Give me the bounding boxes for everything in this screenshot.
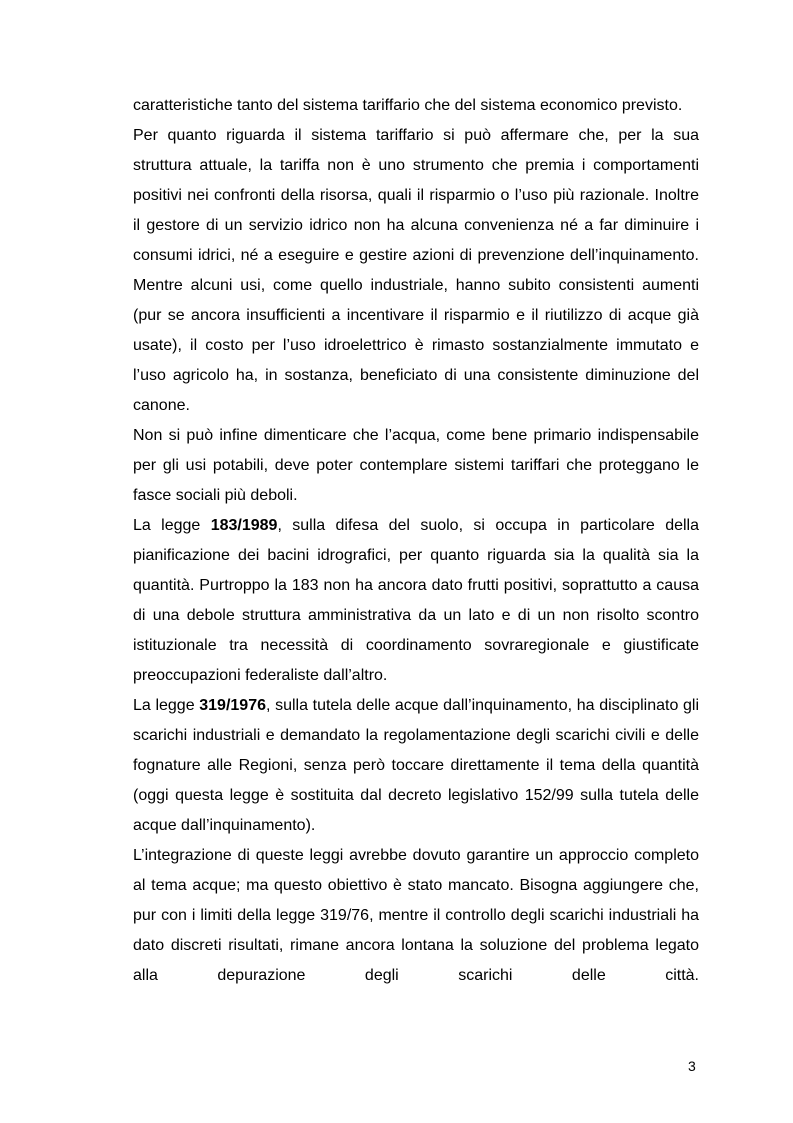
paragraph-text: , sulla difesa del suolo, si occupa in particolare della pianificazione dei bacini idrografici, per quanto riguarda sia la qualità sia la quantità. Purtroppo la 183 non ha ancora dato frutti positivi, soprattutto a causa di una debole struttura amministrativa da un lato e di un non risolto scontro istituzionale tra necessità di coordinamento sovraregionale e giustificate preoccupazioni federaliste dall’altro. xyxy=(133,517,699,684)
paragraph xyxy=(133,91,699,121)
paragraph xyxy=(133,421,699,511)
paragraph-text: , sulla tutela delle acque dall’inquinamento, ha disciplinato gli scarichi industriali e demandato la regolamentazione degli scarichi civili e delle fognature alle Regioni, senza però toccare direttamente il tema della quantità (oggi questa legge è sostituita dal decreto legislativo 152/99 sulla tutela delle acque dall’inquinamento). xyxy=(133,697,699,834)
paragraph xyxy=(133,841,699,991)
paragraph xyxy=(133,691,699,841)
page-number: 3 xyxy=(688,1058,696,1074)
paragraph-text: caratteristiche tanto del sistema tariffario che del sistema economico previsto. xyxy=(133,97,683,114)
paragraph xyxy=(133,121,699,421)
body-text xyxy=(133,91,699,991)
paragraph-text: Per quanto riguarda il sistema tariffario si può affermare che, per la sua struttura attuale, la tariffa non è uno strumento che premia i comportamenti positivi nei confronti della risorsa, quali il risparmio o l’uso più razionale. Inoltre il gestore di un servizio idrico non ha alcuna convenienza né a far diminuire i consumi idrici, né a eseguire e gestire azioni di prevenzione dell’inquinamento. Mentre alcuni usi, come quello industriale, hanno subito consistenti aumenti (pur se ancora insufficienti a incentivare il risparmio e il riutilizzo di acque già usate), il costo per l’uso idroelettrico è rimasto sostanzialmente immutato e l’uso agricolo ha, in sostanza, beneficiato di una consistente diminuzione del canone. xyxy=(133,127,699,414)
paragraph-text: Non si può infine dimenticare che l’acqua, come bene primario indispensabile per gli usi potabili, deve poter contemplare sistemi tariffari che proteggano le fasce sociali più deboli. xyxy=(133,427,699,504)
paragraph-text: La legge xyxy=(133,517,211,534)
paragraph-text: L’integrazione di queste leggi avrebbe dovuto garantire un approccio completo al tema acque; ma questo obiettivo è stato mancato. Bisogna aggiungere che, pur con i limiti della legge 319/76, mentre il controllo degli scarichi industriali ha dato discreti risultati, rimane ancora lontana la soluzione del problema legato alla depurazione degli scarichi delle città. xyxy=(133,847,699,984)
paragraph xyxy=(133,511,699,691)
law-reference: 319/1976 xyxy=(199,697,266,714)
law-reference: 183/1989 xyxy=(210,517,278,534)
paragraph-text: La legge xyxy=(133,697,200,714)
